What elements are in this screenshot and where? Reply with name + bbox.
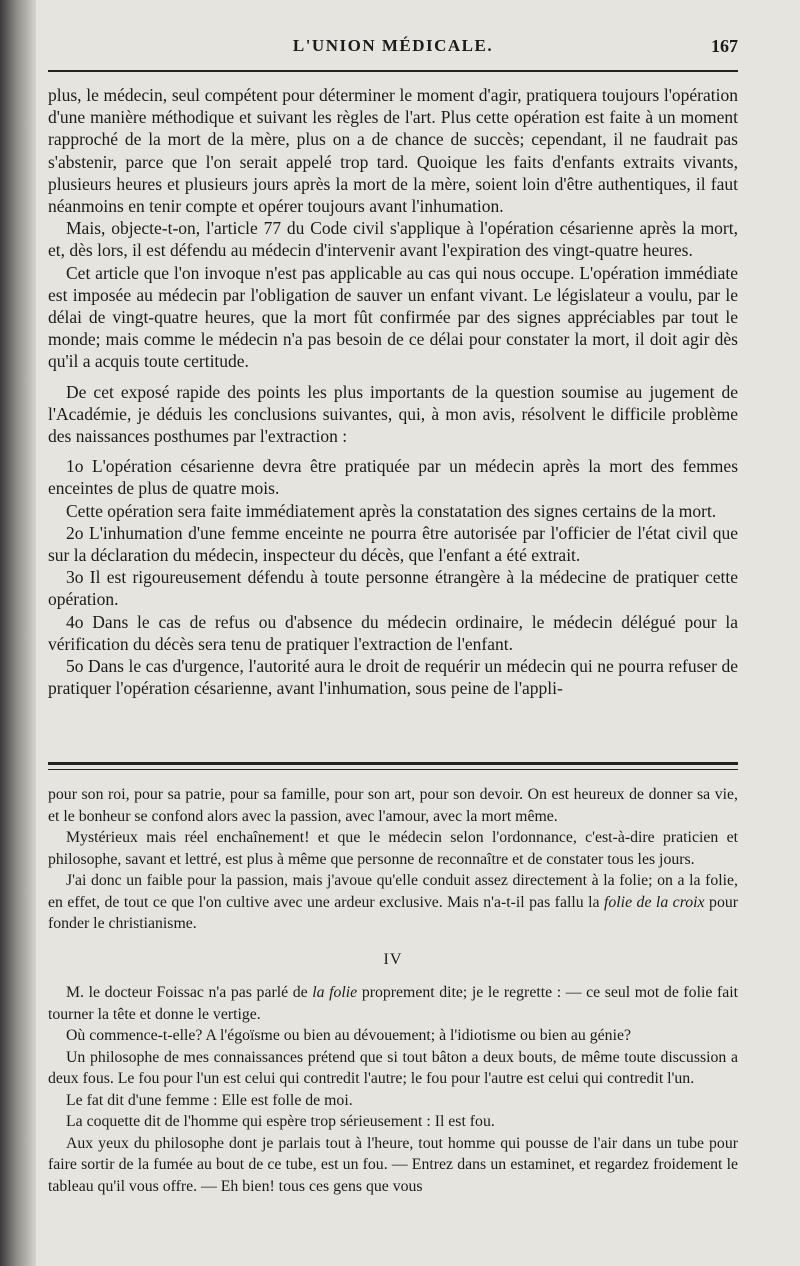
journal-title: L'UNION MÉDICALE. xyxy=(292,36,494,55)
paragraph: plus, le médecin, seul compétent pour déterminer le moment d'agir, pratiquera toujours l'opération d'une manière méthodique et suivant les règles de l'art. Plus cette opération est faite à un moment rapproché de la mort de la mère, plus on a de chance de succès; cependant, il ne faudrait pas s'abstenir, parce que l'on serait appelé trop tard. Quoique les faits d'enfants extraits vivants, plusieurs heures et plusieurs jours après la mort de la mère, soient loin d'être authentiques, il faut néanmoins en tenir compte et opérer toujours avant l'inhumation. xyxy=(48,85,738,217)
section-number: IV xyxy=(383,950,403,968)
paragraph: La coquette dit de l'homme qui espère trop sérieusement : Il est fou. xyxy=(66,1113,495,1130)
conclusion-5: 5o Dans le cas d'urgence, l'autorité aura le droit de requérir un médecin qui ne pourra refuser de pratiquer l'opération césarienne, avant l'inhumation, sous peine de l'appli- xyxy=(48,656,738,699)
paragraph: Mystérieux mais réel enchaînement! et que le médecin selon l'ordonnance, c'est-à-dire praticien et philosophe, savant et lettré, est plus à même que personne de reconnaître et de constater tous les jours. xyxy=(48,829,738,868)
paragraph: Un philosophe de mes connaissances prétend que si tout bâton a deux bouts, de même toute discussion a deux fous. Le fou pour l'un est celui qui contredit l'autre; le fou pour l'autre est celui qui contredit l'un. xyxy=(48,1048,738,1087)
main-article xyxy=(48,84,738,699)
paragraph xyxy=(48,870,738,935)
paragraph: Le fat dit d'une femme : Elle est folle de moi. xyxy=(66,1091,353,1109)
italic-phrase: folie de la croix xyxy=(604,893,705,911)
page-number: 167 xyxy=(711,36,738,56)
conclusion-4: 4o Dans le cas de refus ou d'absence du médecin ordinaire, le médecin délégué pour la vérification du décès sera tenu de pratiquer l'extraction de l'enfant. xyxy=(48,611,738,654)
conclusion-2: 2o L'inhumation d'une femme enceinte ne pourra être autorisée par l'officier de l'état civil que sur la déclaration du médecin, inspecteur du décès, que l'enfant a été extrait. xyxy=(48,522,738,566)
paragraph: pour son roi, pour sa patrie, pour sa famille, pour son art, pour son devoir. On est heureux de donner sa vie, et le bonheur se confond alors avec la passion, avec l'amour, avec la mort même. xyxy=(48,786,738,825)
feuilleton-column xyxy=(48,784,738,1197)
conclusion-3: 3o Il est rigoureusement défendu à toute personne étrangère à la médecine de pratiquer cette opération. xyxy=(48,567,738,610)
running-header xyxy=(48,36,738,68)
paragraph: Cet article que l'on invoque n'est pas applicable au cas qui nous occupe. L'opération immédiate est imposée au médecin par l'obligation de sauver un enfant vivant. Le législateur a voulu, par le délai de vingt-quatre heures, que la mort fût confirmée par des signes appréciables par tout le monde; mais comme le médecin n'a pas besoin de ce délai pour constater la mort, il doit agir dès qu'il a acquis toute certitude. xyxy=(48,262,738,372)
text-run: J'ai donc un faible pour la passion, mais j'avoue qu'elle conduit assez directement à la folie; on a la folie, en effet, de tout ce que l'on cultive avec une ardeur exclusive. Mais n'a-t-il pas fallu la xyxy=(48,872,738,911)
text-run: M. le docteur Foissac n'a pas parlé de xyxy=(66,984,308,1001)
paragraph: Aux yeux du philosophe dont je parlais tout à l'heure, tout homme qui pousse de l'air dans un tube pour faire sortir de la fumée au bout de ce tube, est un fou. — Entrez dans un estaminet, et regardez froidement le tableau qu'il vous offre. — Eh bien! tous ces gens que vous xyxy=(48,1134,738,1195)
feuilleton-separator xyxy=(48,762,738,770)
italic-phrase: la folie xyxy=(312,984,358,1001)
conclusion-1-continued: Cette opération sera faite immédiatement après la constatation des signes certains de la mort. xyxy=(66,500,717,521)
paragraph xyxy=(48,982,738,1025)
paragraph: Mais, objecte-t-on, l'article 77 du Code civil s'applique à l'opération césarienne après la mort, et, dès lors, il est défendu au médecin d'intervenir avant l'expiration des vingt-quatre heures. xyxy=(48,218,738,261)
paragraph: Où commence-t-elle? A l'égoïsme ou bien au dévouement; à l'idiotisme ou bien au génie? xyxy=(66,1027,631,1044)
conclusion-1: 1o L'opération césarienne devra être pratiquée par un médecin après la mort des femmes enceintes de plus de quatre mois. xyxy=(48,456,738,499)
paragraph: De cet exposé rapide des points les plus importants de la question soumise au jugement de l'Académie, je déduis les conclusions suivantes, qui, à mon avis, résolvent le difficile problème des naissances posthumes par l'extraction : xyxy=(48,381,738,447)
text-run: proprement dite; je le regrette : — ce seul mot de folie fait tourner la tête et donne le vertige. xyxy=(48,984,739,1023)
text-run: pour fonder le christianisme. xyxy=(48,893,739,932)
header-rule xyxy=(48,70,738,73)
